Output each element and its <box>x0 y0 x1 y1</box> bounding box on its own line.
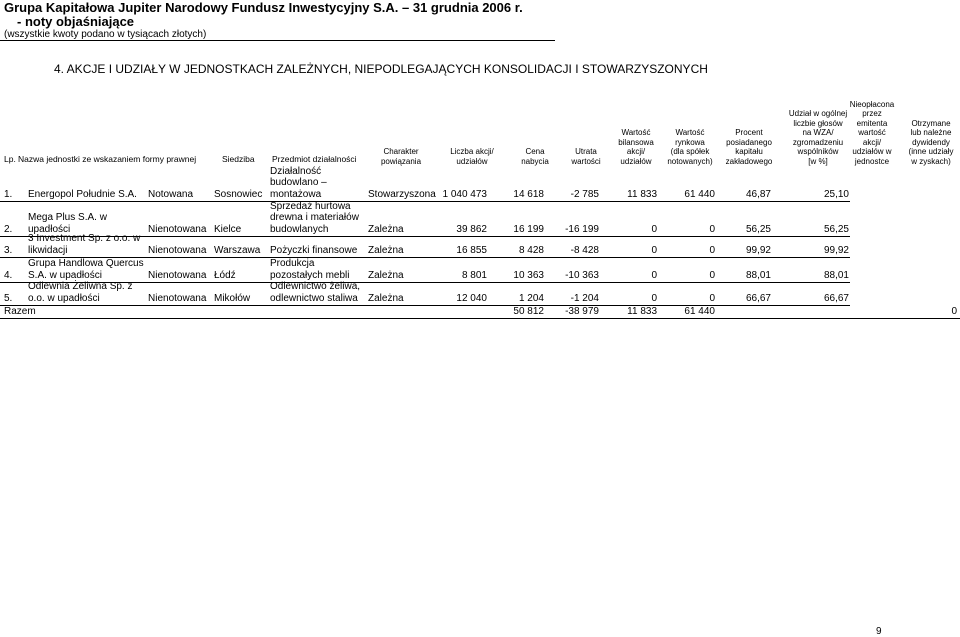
header-shares-line: udziałów <box>456 156 488 166</box>
total-price: 50 812 <box>513 306 544 317</box>
row-capital: 46,87 <box>745 188 771 200</box>
row-impairment: -8 428 <box>570 244 599 256</box>
total-book: 11 833 <box>627 306 657 317</box>
row-impairment: -16 199 <box>565 223 599 235</box>
document-subtitle: - noty objaśniające <box>17 14 135 29</box>
header-price-line: Cena <box>525 147 545 156</box>
row-activity: pozostałych mebli <box>270 269 350 281</box>
header-capital-pct-line: zakładowego <box>725 156 773 166</box>
row-votes: 88,01 <box>823 269 849 281</box>
row-divider <box>0 305 850 306</box>
row-votes: 66,67 <box>823 292 849 304</box>
header-capital-pct-line: Procent <box>735 128 763 137</box>
row-activity: montażowa <box>270 188 322 200</box>
row-relation: Zależna <box>368 269 404 281</box>
row-listing-status: Nienotowana <box>148 223 207 235</box>
row-seat: Mikołów <box>214 292 251 304</box>
header-book-value-line: akcji/ <box>626 147 646 156</box>
header-votes-pct-line: na WZA/ <box>802 128 834 137</box>
header-dividends-line: w zyskach) <box>911 156 951 166</box>
header-votes-pct-line: wspólników <box>797 147 839 156</box>
row-company-name: S.A. w upadłości <box>28 269 102 281</box>
header-unpaid-line: akcji/ <box>862 137 882 147</box>
page-number: 9 <box>876 626 882 637</box>
header-impairment-line: Utrata <box>575 147 597 156</box>
currency-note: (wszystkie kwoty podano w tysiącach złotych) <box>4 29 207 40</box>
header-dividends-line: lub należne <box>910 128 952 137</box>
header-capital-pct-line: kapitału <box>735 147 763 156</box>
row-market: 0 <box>709 244 715 256</box>
row-activity: Pożyczki finansowe <box>270 244 358 256</box>
row-book: 0 <box>651 223 657 235</box>
row-capital: 88,01 <box>745 269 771 281</box>
row-book: 0 <box>651 292 657 304</box>
row-impairment: -2 785 <box>570 188 599 200</box>
row-impairment: -10 363 <box>565 269 599 281</box>
row-activity: Produkcja <box>270 258 315 269</box>
header-activity: Przedmiot działalności <box>272 154 357 164</box>
row-impairment: -1 204 <box>570 292 599 304</box>
row-market: 0 <box>709 223 715 235</box>
row-price: 8 428 <box>518 244 544 256</box>
row-shares: 39 862 <box>456 223 487 235</box>
row-company-name: Mega Plus S.A. w <box>28 212 107 223</box>
header-dividends-line: dywidendy <box>912 137 950 147</box>
header-unpaid-line: emitenta <box>856 118 888 128</box>
header-relation-line: powiązania <box>380 156 422 166</box>
header-dividends-line: Otrzymane <box>911 118 951 128</box>
row-book: 0 <box>651 269 657 281</box>
row-price: 16 199 <box>513 223 544 235</box>
row-activity: budowlanych <box>270 223 329 235</box>
row-votes: 56,25 <box>823 223 849 235</box>
row-listing-status: Nienotowana <box>148 292 207 304</box>
header-unpaid-line: udziałów w <box>852 147 892 156</box>
document-company-title: Grupa Kapitałowa Jupiter Narodowy Fundusz Inwestycyjny S.A. – 31 grudnia 2006 r. <box>4 0 523 15</box>
row-price: 1 204 <box>518 292 544 304</box>
row-lp: 1. <box>4 188 13 200</box>
row-divider <box>0 201 850 202</box>
header-market-value-line: (dla spółek <box>670 147 710 156</box>
total-label: Razem <box>4 306 36 317</box>
row-price: 14 618 <box>513 188 544 200</box>
header-unpaid-line: Nieopłacona <box>849 99 895 109</box>
section-title: 4. AKCJE I UDZIAŁY W JEDNOSTKACH ZALEŻNYCH, NIEPODLEGAJĄCYCH KONSOLIDACJI I STOWARZYSZONYCH <box>54 62 708 76</box>
row-seat: Sosnowiec <box>214 188 263 200</box>
header-votes-pct-line: zgromadzeniu <box>792 137 844 147</box>
header-divider <box>0 40 555 41</box>
header-dividends-line: (inne udziały <box>908 147 954 156</box>
row-relation: Zależna <box>368 292 404 304</box>
row-company-name: o.o. w upadłości <box>28 292 100 304</box>
header-book-value-line: Wartość <box>621 128 651 137</box>
header-market-value-line: rynkowa <box>675 137 705 147</box>
row-activity: Odlewnictwo żeliwa, <box>270 281 361 292</box>
row-votes: 25,10 <box>823 188 849 200</box>
header-votes-pct-line: Udział w ogólnej <box>788 109 848 118</box>
row-relation: Zależna <box>368 244 404 256</box>
row-activity: budowlano – <box>270 177 327 188</box>
row-shares: 8 801 <box>461 269 487 281</box>
row-company-name: likwidacji <box>28 244 68 256</box>
row-market: 61 440 <box>684 188 715 200</box>
total-market: 61 440 <box>684 306 715 317</box>
header-seat: Siedziba <box>222 154 255 164</box>
header-book-value-line: bilansowa <box>618 137 654 147</box>
header-market-value-line: Wartość <box>675 128 705 137</box>
header-lp: Lp. <box>4 154 16 164</box>
row-shares: 12 040 <box>456 292 487 304</box>
row-price: 10 363 <box>513 269 544 281</box>
header-name: Nazwa jednostki ze wskazaniem formy prawnej <box>18 154 197 164</box>
row-lp: 4. <box>4 269 13 281</box>
row-book: 0 <box>651 244 657 256</box>
total-divider <box>0 318 960 319</box>
header-capital-pct-line: posiadanego <box>726 137 772 147</box>
row-activity: Działalność <box>270 165 322 177</box>
row-company-name: 3 Investment Sp. z o.o. w <box>28 233 141 244</box>
row-capital: 56,25 <box>745 223 771 235</box>
row-capital: 66,67 <box>745 292 771 304</box>
row-lp: 2. <box>4 223 13 235</box>
header-votes-pct-line: liczbie głosów <box>793 118 843 128</box>
row-listing-status: Notowana <box>148 188 194 200</box>
row-book: 11 833 <box>627 188 657 200</box>
row-company-name: upadłości <box>28 223 71 235</box>
header-unpaid-line: wartość <box>858 128 886 137</box>
total-impairment: -38 979 <box>565 306 599 317</box>
row-votes: 99,92 <box>823 244 849 256</box>
row-seat: Kielce <box>214 223 242 235</box>
header-unpaid-line: przez <box>862 109 882 118</box>
header-price-line: nabycia <box>521 156 549 166</box>
row-company-name: Grupa Handlowa Quercus <box>28 258 144 269</box>
row-listing-status: Nienotowana <box>148 244 207 256</box>
row-lp: 3. <box>4 244 13 256</box>
row-relation: Zależna <box>368 223 404 235</box>
row-listing-status: Nienotowana <box>148 269 207 281</box>
row-market: 0 <box>709 292 715 304</box>
header-unpaid-line: jednostce <box>854 156 890 166</box>
row-seat: Łódź <box>214 269 236 281</box>
row-capital: 99,92 <box>745 244 771 256</box>
header-impairment-line: wartości <box>571 156 601 166</box>
row-company-name: Energopol Południe S.A. <box>28 188 137 200</box>
header-market-value-line: notowanych) <box>667 156 713 166</box>
row-relation: Stowarzyszona <box>368 188 436 200</box>
total-dividends: 0 <box>951 306 957 317</box>
row-activity: odlewnictwo staliwa <box>270 292 358 304</box>
row-activity: Sprzedaż hurtowa <box>270 200 351 212</box>
header-votes-pct-line: [w %] <box>808 156 828 166</box>
header-relation-line: Charakter <box>383 147 419 156</box>
row-company-name: Odlewnia Żeliwna Sp. z <box>28 281 133 292</box>
row-market: 0 <box>709 269 715 281</box>
row-shares: 1 040 473 <box>442 188 487 200</box>
row-lp: 5. <box>4 292 13 304</box>
row-shares: 16 855 <box>456 244 487 256</box>
row-seat: Warszawa <box>214 244 261 256</box>
header-book-value-line: udziałów <box>620 156 652 166</box>
row-activity: drewna i materiałów <box>270 212 359 223</box>
header-shares-line: Liczba akcji/ <box>450 147 494 156</box>
